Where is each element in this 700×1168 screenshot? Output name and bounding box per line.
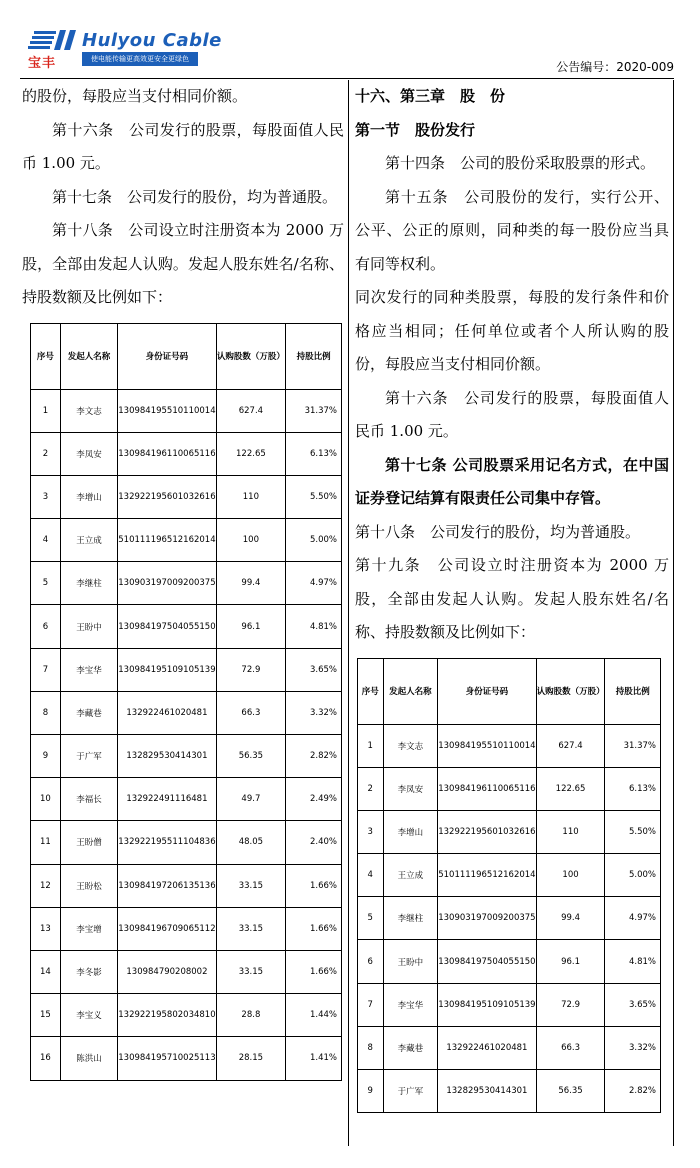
table-cell: 王盼中 (383, 940, 438, 983)
table-cell: 12 (31, 864, 61, 907)
table-cell: 2.49% (286, 778, 342, 821)
table-cell: 4.97% (286, 562, 342, 605)
logo-slogan: 使电能传输更高效更安全更绿色 (82, 52, 198, 66)
table-cell: 5.50% (605, 810, 661, 853)
table-row (358, 854, 661, 897)
table-cell: 王盼中 (60, 605, 117, 648)
table-cell: 3 (358, 810, 384, 853)
table-cell: 130984196709065112 (118, 907, 216, 950)
table-cell: 2.82% (286, 735, 342, 778)
table-row (358, 767, 661, 810)
table-row (31, 821, 342, 864)
table-cell: 王立成 (60, 519, 117, 562)
table-cell: 7 (31, 648, 61, 691)
table-row (31, 950, 342, 993)
table-cell: 130984195710025113 (118, 1037, 216, 1080)
table-row (31, 778, 342, 821)
table-cell: 李宝义 (60, 994, 117, 1037)
table-cell: 李文志 (60, 389, 117, 432)
table-cell: 5.50% (286, 475, 342, 518)
table-cell: 1.44% (286, 994, 342, 1037)
table-cell: 130984195109105139 (438, 983, 536, 1026)
table-cell: 2.82% (605, 1070, 661, 1113)
table-cell: 33.15 (216, 950, 286, 993)
table-cell: 1.66% (286, 950, 342, 993)
table-header-row (31, 323, 342, 389)
table-cell: 5 (31, 562, 61, 605)
notice-number: 公告编号：2020-009 (556, 60, 674, 74)
table-cell: 130984197206135136 (118, 864, 216, 907)
table-cell: 李增山 (383, 810, 438, 853)
table-cell: 11 (31, 821, 61, 864)
table-cell: 2 (31, 432, 61, 475)
table-cell: 1.66% (286, 907, 342, 950)
table-cell: 110 (536, 810, 605, 853)
table-header-cell: 身份证号码 (438, 658, 536, 724)
table-cell: 13 (31, 907, 61, 950)
table-cell: 130984195510110014 (438, 724, 536, 767)
table-cell: 王盼僧 (60, 821, 117, 864)
table-cell: 8 (31, 691, 61, 734)
right-chapter-heading: 十六、第三章 股 份 (355, 87, 506, 105)
table-cell: 130984197504055150 (438, 940, 536, 983)
table-cell: 8 (358, 1026, 384, 1069)
left-shareholder-table (30, 323, 342, 1081)
table-cell: 510111196512162014 (118, 519, 216, 562)
table-cell: 于广军 (383, 1070, 438, 1113)
right-paragraph-1: 第十四条 公司的股份采取股票的形式。 (385, 154, 656, 172)
table-cell: 122.65 (216, 432, 286, 475)
table-row (358, 1026, 661, 1069)
table-row (358, 810, 661, 853)
table-cell: 1 (358, 724, 384, 767)
table-cell: 132829530414301 (438, 1070, 536, 1113)
table-cell: 3.65% (286, 648, 342, 691)
table-header-cell: 持股比例 (605, 658, 661, 724)
table-cell: 627.4 (536, 724, 605, 767)
table-cell: 132922491116481 (118, 778, 216, 821)
table-cell: 1.41% (286, 1037, 342, 1080)
table-cell: 28.8 (216, 994, 286, 1037)
table-row (31, 389, 342, 432)
table-cell: 132922195511104836 (118, 821, 216, 864)
table-cell: 4 (31, 519, 61, 562)
table-row (358, 724, 661, 767)
table-cell: 16 (31, 1037, 61, 1080)
logo-bars-icon (20, 28, 80, 54)
logo-english-text: Hulyou Cable (82, 30, 222, 51)
table-cell: 627.4 (216, 389, 286, 432)
table-row (358, 1070, 661, 1113)
table-cell: 2 (358, 767, 384, 810)
table-row (31, 432, 342, 475)
page-header (0, 0, 700, 80)
table-header-cell: 认购股数（万股） (216, 323, 286, 389)
table-cell: 9 (358, 1070, 384, 1113)
table-header-cell: 持股比例 (286, 323, 342, 389)
table-cell: 100 (536, 854, 605, 897)
table-cell: 510111196512162014 (438, 854, 536, 897)
table-cell: 56.35 (216, 735, 286, 778)
table-cell: 7 (358, 983, 384, 1026)
table-cell: 31.37% (286, 389, 342, 432)
table-cell: 132922461020481 (118, 691, 216, 734)
table-cell: 72.9 (536, 983, 605, 1026)
table-cell: 132922195601032616 (438, 810, 536, 853)
right-column (348, 80, 674, 1146)
right-paragraph-7: 第十九条 公司设立时注册资本为 2000 万股，全部由发起人认购。发起人股东姓名/名称、持股数额及比例如下： (355, 556, 669, 641)
table-cell: 130984197504055150 (118, 605, 216, 648)
table-cell: 3.32% (605, 1026, 661, 1069)
table-header-cell: 身份证号码 (118, 323, 216, 389)
table-cell: 9 (31, 735, 61, 778)
table-cell: 96.1 (216, 605, 286, 648)
table-row (31, 691, 342, 734)
table-cell: 122.65 (536, 767, 605, 810)
table-cell: 5 (358, 897, 384, 940)
table-header-cell: 发起人名称 (383, 658, 438, 724)
table-row (31, 648, 342, 691)
table-row (31, 562, 342, 605)
table-cell: 李藏巷 (383, 1026, 438, 1069)
table-row (31, 605, 342, 648)
logo-chinese-text: 宝丰 (28, 56, 57, 71)
table-cell: 王盼松 (60, 864, 117, 907)
table-cell: 130984195109105139 (118, 648, 216, 691)
table-cell: 4 (358, 854, 384, 897)
table-cell: 4.81% (605, 940, 661, 983)
table-cell: 100 (216, 519, 286, 562)
table-row (31, 907, 342, 950)
table-cell: 130984195510110014 (118, 389, 216, 432)
table-cell: 130984196110065116 (438, 767, 536, 810)
left-paragraph-1: 的股份，每股应当支付相同价额。 (22, 87, 248, 105)
table-cell: 5.00% (286, 519, 342, 562)
table-header-row (358, 658, 661, 724)
table-cell: 2.40% (286, 821, 342, 864)
table-row (31, 864, 342, 907)
table-cell: 4.81% (286, 605, 342, 648)
right-paragraph-2: 第十五条 公司股份的发行，实行公开、公平、公正的原则，同种类的每一股份应当具有同等权利。 (355, 187, 669, 273)
table-row (31, 519, 342, 562)
table-cell: 132829530414301 (118, 735, 216, 778)
table-cell: 1.66% (286, 864, 342, 907)
table-cell: 李凤安 (60, 432, 117, 475)
table-cell: 6.13% (605, 767, 661, 810)
table-cell: 10 (31, 778, 61, 821)
table-row (358, 983, 661, 1026)
table-cell: 李继柱 (383, 897, 438, 940)
table-row (358, 940, 661, 983)
table-cell: 99.4 (536, 897, 605, 940)
right-paragraph-3: 同次发行的同种类股票，每股的发行条件和价格应当相同；任何单位或者个人所认购的股份，每股应当支付相同价额。 (355, 288, 669, 373)
table-header-cell: 序号 (31, 323, 61, 389)
table-cell: 132922195802034810 (118, 994, 216, 1037)
left-paragraph-4: 第十八条 公司设立时注册资本为 2000 万股，全部由发起人认购。发起人股东姓名/名称、持股数额及比例如下： (22, 221, 344, 306)
table-cell: 3 (31, 475, 61, 518)
table-cell: 72.9 (216, 648, 286, 691)
table-cell: 33.15 (216, 864, 286, 907)
right-section-heading: 第一节 股份发行 (355, 120, 476, 139)
table-cell: 15 (31, 994, 61, 1037)
table-cell: 6 (31, 605, 61, 648)
table-cell: 李冬影 (60, 950, 117, 993)
table-cell: 96.1 (536, 940, 605, 983)
table-cell: 99.4 (216, 562, 286, 605)
table-cell: 李宝华 (383, 983, 438, 1026)
table-cell: 陈洪山 (60, 1037, 117, 1080)
table-cell: 56.35 (536, 1070, 605, 1113)
table-cell: 4.97% (605, 897, 661, 940)
table-cell: 6 (358, 940, 384, 983)
table-cell: 66.3 (216, 691, 286, 734)
table-cell: 33.15 (216, 907, 286, 950)
right-paragraph-6: 第十八条 公司发行的股份，均为普通股。 (355, 522, 641, 541)
table-cell: 130903197009200375 (118, 562, 216, 605)
right-paragraph-5: 第十七条 公司股票采用记名方式，在中国证券登记结算有限责任公司集中存管。 (355, 455, 669, 507)
table-cell: 28.15 (216, 1037, 286, 1080)
left-column (22, 80, 344, 1081)
table-cell: 130984790208002 (118, 950, 216, 993)
table-cell: 132922195601032616 (118, 475, 216, 518)
table-cell: 1 (31, 389, 61, 432)
left-paragraph-2: 第十六条 公司发行的股票，每股面值人民币 1.00 元。 (22, 120, 344, 172)
table-row (31, 994, 342, 1037)
table-cell: 130903197009200375 (438, 897, 536, 940)
table-header-cell: 发起人名称 (60, 323, 117, 389)
right-paragraph-4: 第十六条 公司发行的股票，每股面值人民币 1.00 元。 (355, 388, 669, 440)
table-cell: 李文志 (383, 724, 438, 767)
table-header-cell: 序号 (358, 658, 384, 724)
table-cell: 王立成 (383, 854, 438, 897)
table-cell: 110 (216, 475, 286, 518)
table-cell: 于广军 (60, 735, 117, 778)
header-divider (20, 78, 674, 79)
left-paragraph-3: 第十七条 公司发行的股份，均为普通股。 (52, 187, 338, 206)
table-cell: 3.32% (286, 691, 342, 734)
table-header-cell: 认购股数（万股） (536, 658, 605, 724)
table-cell: 李福长 (60, 778, 117, 821)
table-row (31, 475, 342, 518)
table-row (358, 897, 661, 940)
table-cell: 李凤安 (383, 767, 438, 810)
table-cell: 49.7 (216, 778, 286, 821)
table-cell: 李藏巷 (60, 691, 117, 734)
table-cell: 5.00% (605, 854, 661, 897)
table-cell: 李继柱 (60, 562, 117, 605)
table-cell: 31.37% (605, 724, 661, 767)
table-row (31, 735, 342, 778)
table-cell: 66.3 (536, 1026, 605, 1069)
table-cell: 李宝增 (60, 907, 117, 950)
table-cell: 14 (31, 950, 61, 993)
right-shareholder-table (357, 658, 661, 1114)
table-cell: 132922461020481 (438, 1026, 536, 1069)
table-cell: 48.05 (216, 821, 286, 864)
table-cell: 李宝华 (60, 648, 117, 691)
table-cell: 6.13% (286, 432, 342, 475)
table-cell: 3.65% (605, 983, 661, 1026)
table-cell: 李增山 (60, 475, 117, 518)
table-cell: 130984196110065116 (118, 432, 216, 475)
table-row (31, 1037, 342, 1080)
